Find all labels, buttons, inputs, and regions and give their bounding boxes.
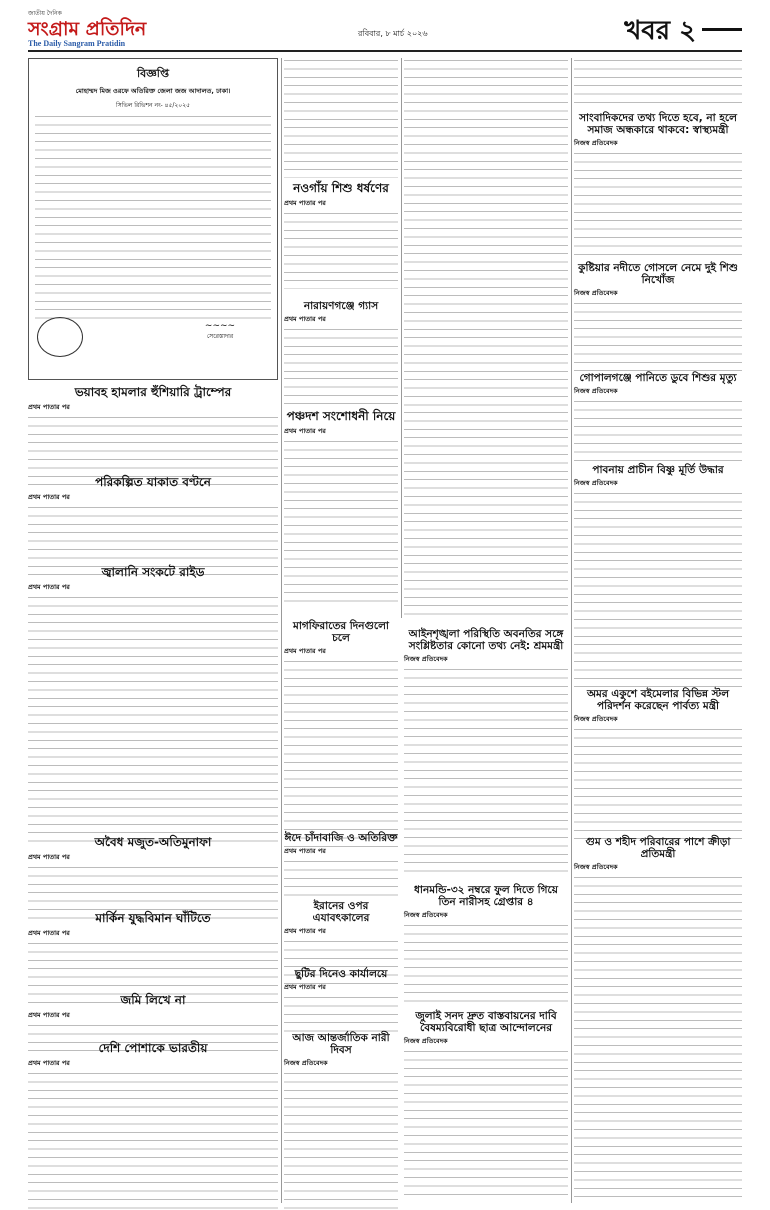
story-body [404,410,568,618]
story-sports-minister [574,836,742,1197]
story-hoarding [28,836,278,923]
story-eid-extortion [284,832,398,901]
story-kushtia [574,262,742,373]
byline: প্রথম পাতার পর [28,402,70,411]
story-body [574,301,742,373]
column-rule [571,58,572,1203]
story-narayanganj [284,300,398,387]
notice-title: বিজ্ঞপ্তি [137,67,169,80]
logo-tagline: জাতীয় দৈনিক [28,10,62,17]
story-body [284,1071,398,1210]
byline: প্রথম পাতার পর [28,492,70,501]
story-amendment [284,410,398,605]
story-c3-top [404,58,568,406]
headline: ধানমন্ডি-৩২ নম্বরে ফুল দিতে গিয়ে তিন নারীসহ গ্রেপ্তার ৪ [414,884,558,909]
notice-body [35,114,271,320]
story-magfirat [284,620,398,853]
story-book-fair [574,688,742,839]
byline: প্রথম পাতার পর [284,847,326,856]
headline: পরিকল্পিত যাকাত বণ্টনে [95,475,211,489]
story-body [404,1049,568,1199]
story-body [574,491,742,687]
headline: আইনশৃঙ্খলা পরিস্থিতি অবনতির সঙ্গে সংশ্লিষ্টতার কোনো তথ্য নেই: শ্রমমন্ত্রী [408,628,564,653]
headline: পাবনায় প্রাচীন বিষ্ণু মূর্তি উদ্ধার [592,464,724,476]
byline: প্রথম পাতার পর [284,983,326,992]
byline: নিজস্ব প্রতিবেদক [574,863,618,872]
headline: জ্বালানি সংকটে রাইড [101,565,205,579]
story-body [574,875,742,1197]
story-pabna [574,464,742,687]
headline: সাংবাদিকদের তথ্য দিতে হবে, না হলে সমাজ অন্ধকারে থাকবে: স্বাস্থ্যমন্ত্রী [579,112,737,137]
story-body [404,58,568,406]
story-c2-cont [284,376,398,408]
story-labour-minister [404,628,568,879]
story-top-c2 [284,58,398,178]
headline: ঈদে চাঁদাবাজি ও অতিরিক্ত [284,832,398,844]
story-body [404,923,568,1007]
column-rule [401,58,402,618]
legal-notice [28,58,278,380]
headline: নারায়ণগঞ্জে গ্যাস [303,300,379,312]
masthead [28,6,742,52]
byline: নিজস্ব প্রতিবেদক [404,911,448,920]
byline: নিজস্ব প্রতিবেদক [574,139,618,148]
headline: নওগাঁয় শিশু ধর্ষণের [293,181,389,195]
court-seal [37,317,83,357]
section-underline [702,28,742,31]
headline: অমর একুশে বইমেলার বিভিন্ন স্টল পরিদর্শন করেছেন পার্বত্য মন্ত্রী [586,688,730,713]
byline: নিজস্ব প্রতিবেদক [574,289,618,298]
byline: নিজস্ব প্রতিবেদক [404,655,448,664]
story-body [284,211,398,289]
story-body [574,399,742,465]
byline: প্রথম পাতার পর [28,852,70,861]
story-dress [28,1042,278,1210]
headline: মার্কিন যুদ্ধবিমান ঘাঁটিতে [95,911,211,925]
newspaper-logo [28,8,198,48]
signature-mark: ~~~~ [204,321,236,331]
issue-date: রবিবার, ৮ মার্চ ২০২৬ [358,29,428,38]
headline: জমি লিখে না [120,993,186,1007]
story-body [284,659,398,853]
byline: প্রথম পাতার পর [284,426,326,435]
story-health-minister [574,112,742,259]
logo-english: The Daily Sangram Pratidin [28,39,126,48]
byline: নিজস্ব প্রতিবেদক [574,479,618,488]
story-zakat [28,476,278,577]
story-body [28,1071,278,1210]
story-naogaon [284,182,398,289]
headline: গুম ও শহীদ পরিবারের পাশে ক্রীড়া প্রতিমন্ত্রী [585,836,731,861]
story-body [574,727,742,839]
story-body [404,667,568,879]
story-body [284,439,398,605]
byline: নিজস্ব প্রতিবেদক [284,1059,328,1068]
story-womens-day [284,1032,398,1210]
story-body [574,58,742,108]
story-july-charter [404,1010,568,1199]
notice-signature: ~~~~ সেরেস্তাদার [204,321,236,340]
byline: প্রথম পাতার পর [28,1058,70,1067]
story-trump [28,386,278,485]
byline: নিজস্ব প্রতিবেদক [574,387,618,396]
headline: মাগফিরাতের দিনগুলো চলে [293,620,389,645]
story-body [28,595,278,845]
logo-name: সংগ্রাম প্রতিদিন [28,18,147,40]
story-dhanmondi [404,884,568,1007]
story-c3-mid [404,410,568,618]
headline: জুলাই সনদ দ্রুত বাস্তবায়নের দাবি বৈষম্যবিরোধী ছাত্র আন্দোলনের [415,1010,557,1035]
byline: প্রথম পাতার পর [28,928,70,937]
story-body [284,859,398,901]
notice-subtitle: মোহাম্মদ মিজ ওরফে অতিরিক্ত জেলা জজ আদালত, ঢাকা। [75,87,231,95]
story-body [284,376,398,408]
story-body [574,151,742,259]
headline: আজ আন্তর্জাতিক নারী দিবস [292,1032,390,1057]
story-gopalganj [574,372,742,465]
byline: প্রথম পাতার পর [28,582,70,591]
byline: প্রথম পাতার পর [284,315,326,324]
story-ride [28,566,278,845]
byline: নিজস্ব প্রতিবেদক [574,715,618,724]
column-rule [281,58,282,1203]
byline: প্রথম পাতার পর [28,1010,70,1019]
headline: দেশি পোশাকে ভারতীয় [98,1041,208,1055]
headline: ভয়াবহ হামলার হুঁশিয়ারি ট্রাম্পের [74,385,232,399]
headline: ছুটির দিনেও কার্যালয়ে [294,968,388,980]
headline: অবৈধ মজুত-অতিমুনাফা [94,835,212,849]
story-c4-top [574,58,742,108]
headline: গোপালগঞ্জে পানিতে ডুবে শিশুর মৃত্যু [579,372,737,384]
byline: প্রথম পাতার পর [284,198,326,207]
section-title: খবর ২ [624,16,696,46]
notice-reference: সিভিল রিভিশন নং- ৪৫/২০২৫ [116,102,190,109]
headline: ইরানের ওপর এযাবৎকালের [312,900,370,925]
story-holiday-office [284,968,398,1035]
headline: পঞ্চদশ সংশোধনী নিয়ে [286,409,396,423]
story-body [284,995,398,1035]
byline: প্রথম পাতার পর [284,927,326,936]
story-body [284,58,398,178]
byline: প্রথম পাতার পর [284,647,326,656]
byline: নিজস্ব প্রতিবেদক [404,1037,448,1046]
headline: কুষ্টিয়ার নদীতে গোসলে নেমে দুই শিশু নিখোঁজ [578,262,738,287]
